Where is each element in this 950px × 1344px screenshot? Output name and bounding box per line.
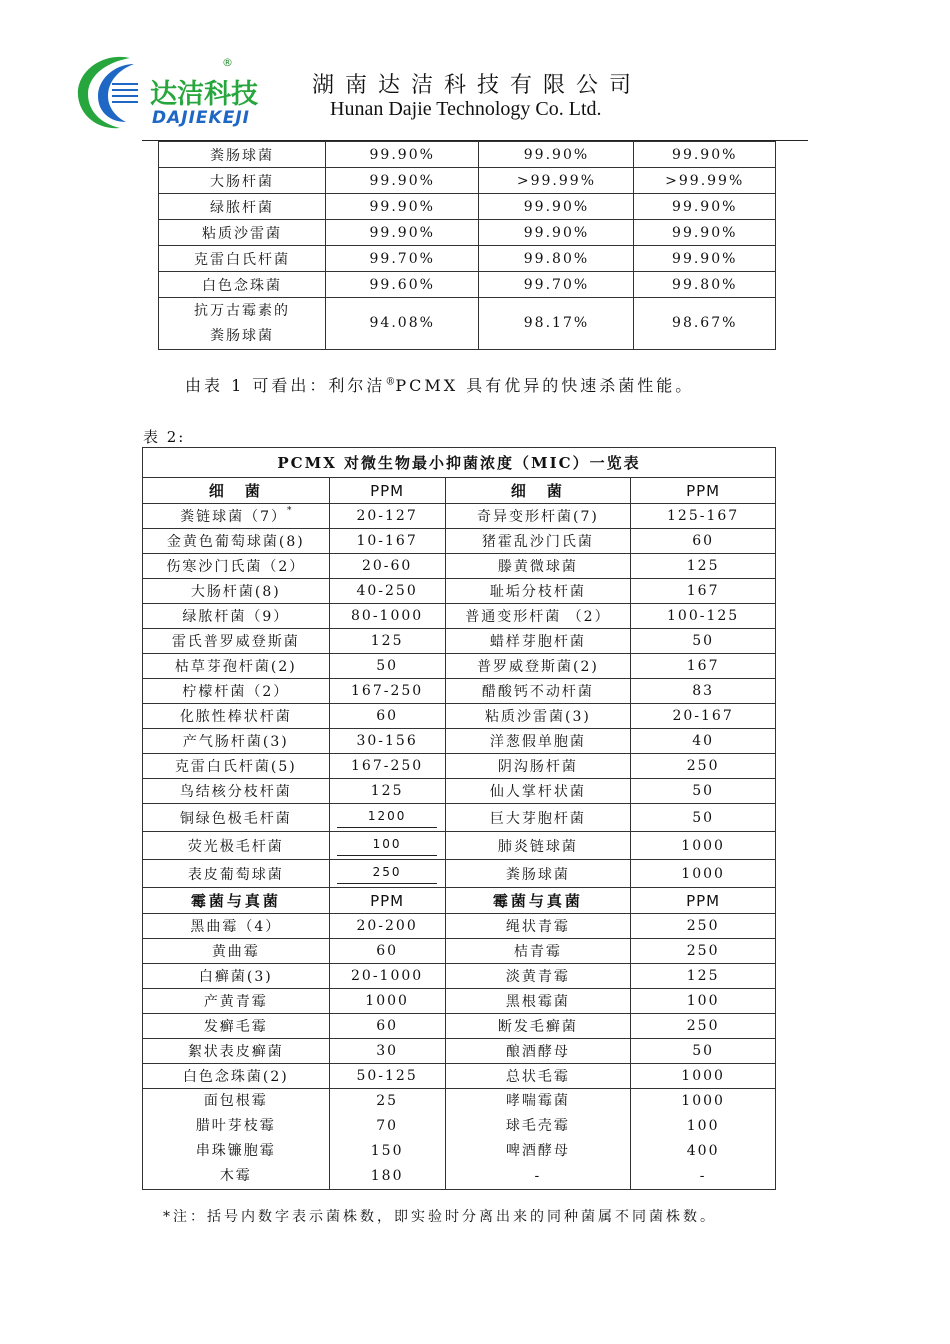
- ppm-value: 100: [631, 989, 776, 1014]
- kill-rate-value: 99.90%: [479, 194, 634, 220]
- organism-name: 醋酸钙不动杆菌: [445, 679, 631, 704]
- ppm-value: 167-250: [329, 679, 445, 704]
- kill-rate-value: >99.99%: [634, 168, 776, 194]
- table-row: [143, 1089, 776, 1190]
- ppm-value-underlined: 100: [337, 837, 437, 856]
- organism-name: 巨大芽胞杆菌: [445, 804, 631, 832]
- table-row: [143, 579, 776, 604]
- ppm-value: 1000: [631, 832, 776, 860]
- kill-rate-value: 99.90%: [634, 220, 776, 246]
- organism-name: 断发毛癣菌: [445, 1014, 631, 1039]
- organism-name: 黑曲霉（4）: [143, 914, 330, 939]
- kill-rate-value: 99.80%: [479, 246, 634, 272]
- table-row: [143, 939, 776, 964]
- table-row: [143, 554, 776, 579]
- footnote: *注：括号内数字表示菌株数，即实验时分离出来的同种菌属不同菌株数。: [163, 1209, 717, 1225]
- organism-name: [159, 298, 326, 350]
- table-row: [143, 1064, 776, 1089]
- table-row: [143, 654, 776, 679]
- ppm-value: 1000: [681, 1093, 725, 1109]
- conclusion-after: PCMX 具有优异的快速杀菌性能。: [395, 376, 695, 395]
- ppm-value: 50-125: [329, 1064, 445, 1089]
- organism-name: 绿脓杆菌（9）: [143, 604, 330, 629]
- column-header: PPM: [329, 888, 445, 914]
- organism-name: 克雷白氏杆菌: [159, 246, 326, 272]
- ppm-value: [329, 832, 445, 860]
- column-header: 细 菌: [143, 478, 330, 504]
- organism-name: 淡黄青霉: [445, 964, 631, 989]
- ppm-value: 400: [686, 1143, 720, 1159]
- ppm-value: 60: [329, 1014, 445, 1039]
- organism-name: 金黄色葡萄球菌(8): [143, 529, 330, 554]
- ppm-value: 60: [329, 939, 445, 964]
- kill-rate-value: 99.90%: [325, 142, 479, 168]
- ppm-value: -: [699, 1168, 707, 1184]
- ppm-value: 50: [631, 1039, 776, 1064]
- table-row: [159, 220, 776, 246]
- kill-rate-value: 94.08%: [325, 298, 479, 350]
- ppm-value-underlined: 1200: [337, 809, 437, 828]
- organism-name: 粘质沙雷菌(3): [445, 704, 631, 729]
- ppm-value: 10-167: [329, 529, 445, 554]
- conclusion-text: [185, 373, 694, 396]
- ppm-value: 20-1000: [329, 964, 445, 989]
- organism-name: 表皮葡萄球菌: [143, 860, 330, 888]
- ppm-value: 40-250: [329, 579, 445, 604]
- kill-rate-value: 99.80%: [634, 272, 776, 298]
- kill-rate-value: 99.90%: [634, 194, 776, 220]
- ppm-value: 100: [686, 1118, 720, 1134]
- organism-name: 发癣毛霉: [143, 1014, 330, 1039]
- ppm-value: 60: [329, 704, 445, 729]
- table-row: [159, 194, 776, 220]
- table-row: [159, 246, 776, 272]
- kill-rate-value: 99.90%: [479, 220, 634, 246]
- ppm-value: 150: [370, 1143, 404, 1159]
- footnote-asterisk: *: [287, 506, 292, 516]
- organism-name: 铜绿色极毛杆菌: [143, 804, 330, 832]
- organism-name: 木霉: [219, 1168, 252, 1184]
- ppm-value: 125: [631, 964, 776, 989]
- organism-name: 伤寒沙门氏菌（2）: [143, 554, 330, 579]
- ppm-value: 100-125: [631, 604, 776, 629]
- ppm-value-underlined: 250: [337, 865, 437, 884]
- ppm-value: 125: [631, 554, 776, 579]
- organism-name-group: [445, 1089, 631, 1190]
- ppm-value: 1000: [329, 989, 445, 1014]
- ppm-value-group: [329, 1089, 445, 1190]
- kill-rate-value: 98.17%: [479, 298, 634, 350]
- table-row: [159, 272, 776, 298]
- table-row: [143, 860, 776, 888]
- table-row: [159, 168, 776, 194]
- organism-name-group: [143, 1089, 330, 1190]
- organism-name: 猪霍乱沙门氏菌: [445, 529, 631, 554]
- organism-name: 产气肠杆菌(3): [143, 729, 330, 754]
- ppm-value: 180: [370, 1168, 404, 1184]
- column-header: 细 菌: [445, 478, 631, 504]
- ppm-value: 250: [631, 914, 776, 939]
- organism-name-line: 粪肠球菌: [209, 327, 274, 344]
- ppm-value: 125: [329, 629, 445, 654]
- ppm-value: 250: [631, 1014, 776, 1039]
- mic-title-row: [143, 448, 776, 478]
- table-row: [143, 1014, 776, 1039]
- ppm-value: 80-1000: [329, 604, 445, 629]
- logo-registered-mark: ®: [222, 56, 233, 69]
- table-row: [143, 914, 776, 939]
- kill-rate-value: 99.90%: [325, 220, 479, 246]
- organism-name: 啤酒酵母: [505, 1143, 570, 1159]
- organism-name: 鸟结核分枝杆菌: [143, 779, 330, 804]
- organism-name: 絮状表皮癣菌: [143, 1039, 330, 1064]
- organism-name: 蜡样芽胞杆菌: [445, 629, 631, 654]
- organism-name: 白色念珠菌: [159, 272, 326, 298]
- organism-name: 荧光极毛杆菌: [143, 832, 330, 860]
- mic-header-row: [143, 888, 776, 914]
- organism-name: 面包根霉: [203, 1093, 268, 1109]
- kill-rate-value: 99.60%: [325, 272, 479, 298]
- organism-name: 肺炎链球菌: [445, 832, 631, 860]
- organism-name: 粪肠球菌: [445, 860, 631, 888]
- kill-rate-value: 99.70%: [479, 272, 634, 298]
- mic-header-row: [143, 478, 776, 504]
- organism-name: 产黄青霉: [143, 989, 330, 1014]
- organism-name: 桔青霉: [445, 939, 631, 964]
- organism-name: 普罗威登斯菌(2): [445, 654, 631, 679]
- ppm-value: 125: [329, 779, 445, 804]
- logo-text-en: DAJIEKEJI: [152, 108, 250, 128]
- organism-name: 大肠杆菌: [159, 168, 326, 194]
- column-header: PPM: [329, 478, 445, 504]
- ppm-value-group: [631, 1089, 776, 1190]
- kill-rate-value: >99.99%: [479, 168, 634, 194]
- conclusion-before: 由表 1 可看出：利尔洁: [185, 376, 386, 395]
- ppm-value: 20-60: [329, 554, 445, 579]
- organism-name: 黄曲霉: [143, 939, 330, 964]
- column-header: PPM: [631, 888, 776, 914]
- table-row: [143, 629, 776, 654]
- ppm-value: 1000: [631, 1064, 776, 1089]
- ppm-value: 167: [631, 579, 776, 604]
- column-header: 霉菌与真菌: [445, 888, 631, 914]
- table-row: [143, 604, 776, 629]
- organism-name-text: 粪链球菌（7）: [180, 509, 288, 525]
- kill-rate-value: 99.90%: [634, 142, 776, 168]
- organism-name: 白色念珠菌(2): [143, 1064, 330, 1089]
- logo-text-cn: 达洁科技: [150, 79, 258, 110]
- ppm-value: [329, 804, 445, 832]
- kill-rate-value: 99.70%: [325, 246, 479, 272]
- conclusion-reg: ®: [385, 376, 396, 388]
- table-row: [159, 142, 776, 168]
- kill-rate-value: 99.90%: [634, 246, 776, 272]
- organism-name: 绿脓杆菌: [159, 194, 326, 220]
- organism-name: 柠檬杆菌（2）: [143, 679, 330, 704]
- table-row: [143, 754, 776, 779]
- table-row: [143, 729, 776, 754]
- organism-name: 克雷白氏杆菌(5): [143, 754, 330, 779]
- organism-name: 串珠镰胞霉: [195, 1143, 276, 1159]
- organism-name: 仙人掌杆状菌: [445, 779, 631, 804]
- ppm-value: 50: [631, 779, 776, 804]
- column-header: PPM: [631, 478, 776, 504]
- organism-name: 普通变形杆菌 （2）: [445, 604, 631, 629]
- organism-name: 黑根霉菌: [445, 989, 631, 1014]
- organism-name: 奇异变形杆菌(7): [445, 504, 631, 529]
- kill-rate-value: 99.90%: [325, 194, 479, 220]
- ppm-value: 30-156: [329, 729, 445, 754]
- company-name-cn: 湖南达洁科技有限公司: [312, 73, 643, 98]
- ppm-value: 30: [329, 1039, 445, 1064]
- table2-label: 表 2:: [143, 428, 186, 446]
- mic-table-title: PCMX 对微生物最小抑菌浓度（MIC）一览表: [143, 448, 776, 478]
- kill-rate-value: 99.90%: [325, 168, 479, 194]
- company-name-en: Hunan Dajie Technology Co. Ltd.: [330, 98, 602, 120]
- organism-name: 雷氏普罗威登斯菌: [143, 629, 330, 654]
- ppm-value: [329, 860, 445, 888]
- organism-name: 白癣菌(3): [143, 964, 330, 989]
- organism-name: 哮喘霉菌: [505, 1093, 570, 1109]
- organism-name: 球毛壳霉: [505, 1118, 570, 1134]
- table-row: [143, 779, 776, 804]
- organism-name-line: 抗万古霉素的: [193, 302, 290, 319]
- organism-name: [143, 504, 330, 529]
- organism-name: 酿酒酵母: [445, 1039, 631, 1064]
- organism-name: 耻垢分枝杆菌: [445, 579, 631, 604]
- table-row: [143, 704, 776, 729]
- ppm-value: 40: [631, 729, 776, 754]
- ppm-value: 60: [631, 529, 776, 554]
- ppm-value: 250: [631, 939, 776, 964]
- table-row: [143, 832, 776, 860]
- mic-table: [142, 447, 776, 1190]
- organism-name: 大肠杆菌(8): [143, 579, 330, 604]
- ppm-value: 50: [631, 804, 776, 832]
- ppm-value: 50: [631, 629, 776, 654]
- table-row: [143, 804, 776, 832]
- ppm-value: 1000: [631, 860, 776, 888]
- table-row: [143, 529, 776, 554]
- organism-name: 枯草芽孢杆菌(2): [143, 654, 330, 679]
- table-row: [143, 964, 776, 989]
- ppm-value: 25: [376, 1093, 399, 1109]
- organism-name: 滕黄微球菌: [445, 554, 631, 579]
- column-header: 霉菌与真菌: [143, 888, 330, 914]
- table-row: [143, 504, 776, 529]
- ppm-value: 167-250: [329, 754, 445, 779]
- table-row: [143, 679, 776, 704]
- organism-name: 绳状青霉: [445, 914, 631, 939]
- ppm-value: 20-167: [631, 704, 776, 729]
- logo-swoosh-icon: [72, 50, 142, 132]
- kill-rate-value: 99.90%: [479, 142, 634, 168]
- ppm-value: 20-200: [329, 914, 445, 939]
- table-row: [143, 1039, 776, 1064]
- kill-rate-value: 98.67%: [634, 298, 776, 350]
- organism-name: -: [534, 1168, 542, 1184]
- organism-name: 阴沟肠杆菌: [445, 754, 631, 779]
- organism-name: 粘质沙雷菌: [159, 220, 326, 246]
- ppm-value: 167: [631, 654, 776, 679]
- ppm-value: 83: [631, 679, 776, 704]
- organism-name: 化脓性棒状杆菌: [143, 704, 330, 729]
- ppm-value: 250: [631, 754, 776, 779]
- organism-name: 洋葱假单胞菌: [445, 729, 631, 754]
- table-row: [143, 989, 776, 1014]
- table-row: [159, 298, 776, 350]
- organism-name: 粪肠球菌: [159, 142, 326, 168]
- organism-name: 总状毛霉: [445, 1064, 631, 1089]
- company-logo: [72, 50, 282, 136]
- kill-rate-table: [158, 141, 776, 350]
- ppm-value: 20-127: [329, 504, 445, 529]
- ppm-value: 70: [376, 1118, 399, 1134]
- ppm-value: 125-167: [631, 504, 776, 529]
- organism-name: 腊叶芽枝霉: [195, 1118, 276, 1134]
- ppm-value: 50: [329, 654, 445, 679]
